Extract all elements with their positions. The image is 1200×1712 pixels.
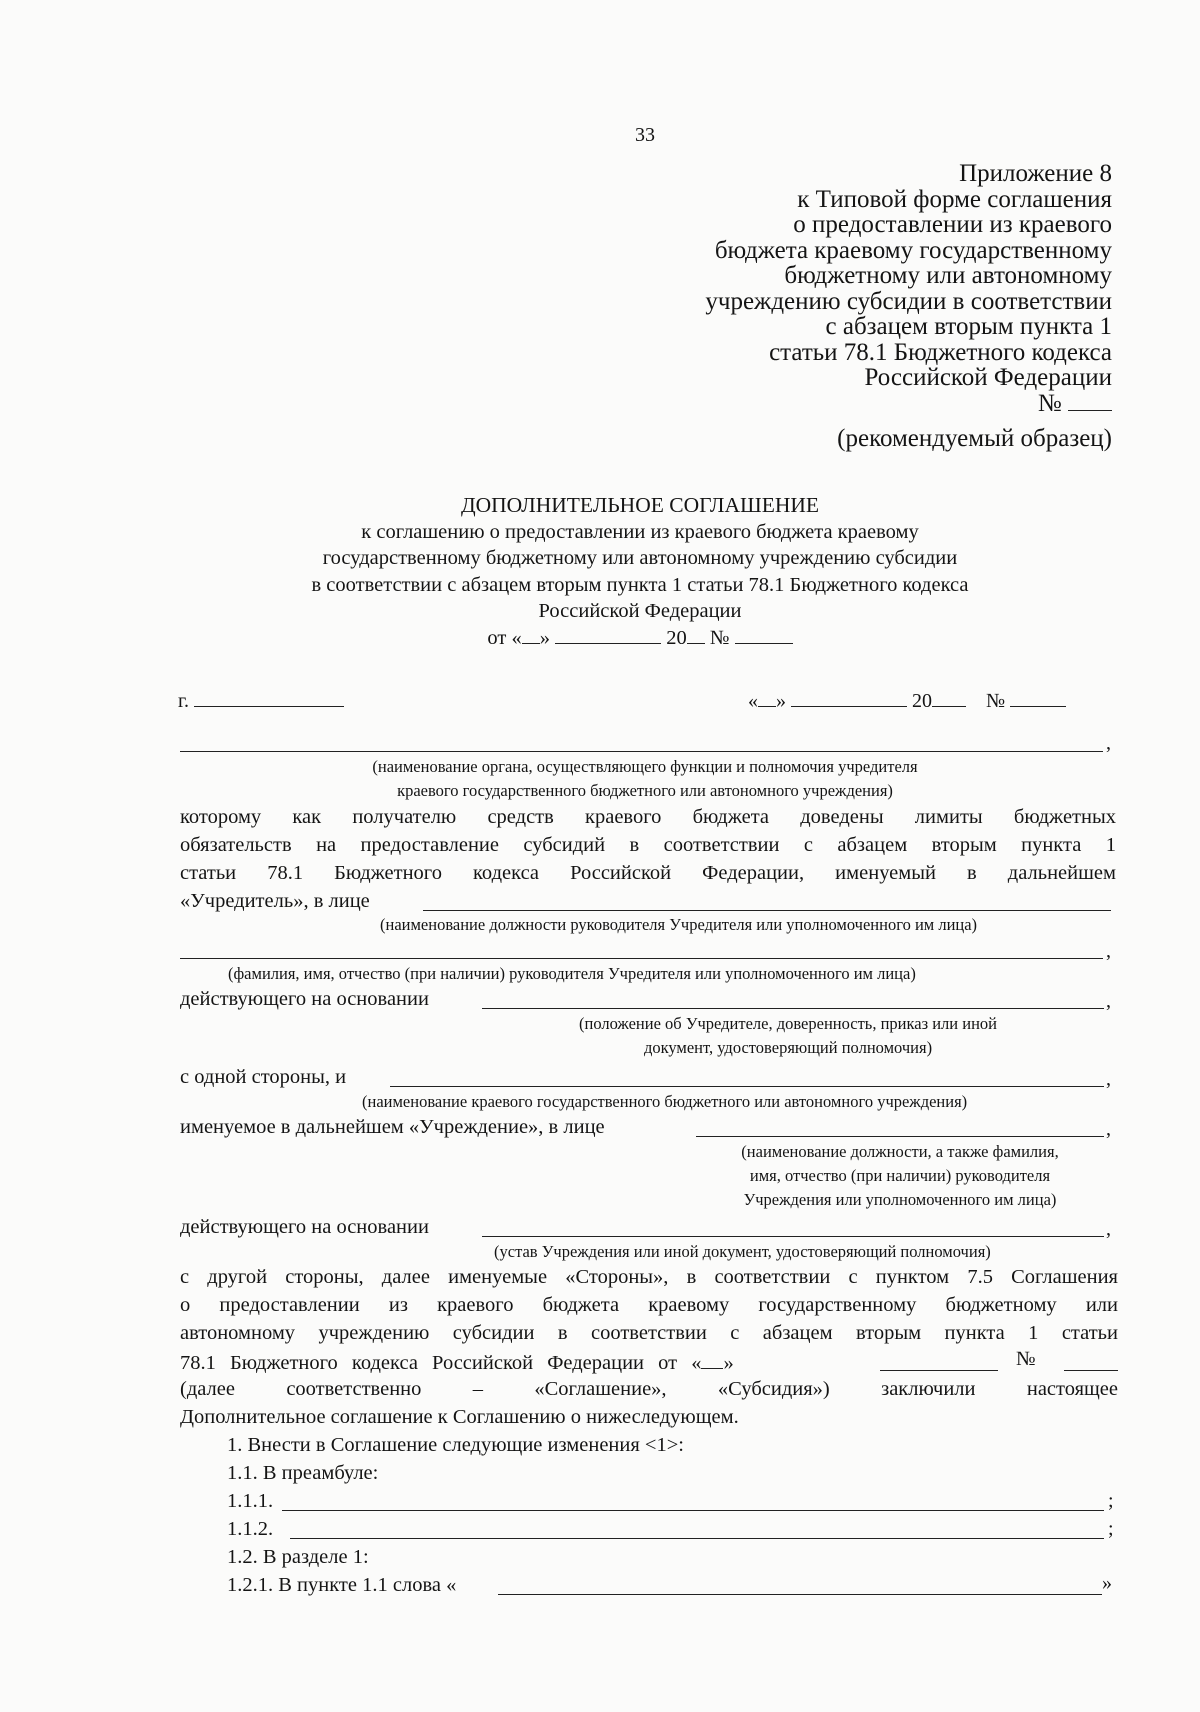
- item-1-1: 1.1. В преамбуле:: [227, 1462, 379, 1484]
- appendix-line: с абзацем вторым пункта 1: [825, 313, 1112, 340]
- page-number: 33: [635, 124, 655, 146]
- appendix-number: №: [705, 391, 1112, 417]
- appendix-header: [705, 161, 1112, 452]
- acting-basis-label: действующего на основании: [180, 988, 429, 1010]
- fio-hint: (фамилия, имя, отчество (при наличии) руководителя Учредителя или уполномоченного им лица): [228, 964, 916, 983]
- title-line: Российской Федерации: [538, 600, 742, 622]
- basis-line: [482, 1008, 1104, 1009]
- semicolon: ;: [1108, 1518, 1114, 1540]
- para1-line: статьи 78.1 Бюджетного кодекса Российской Федерации, именуемый в дальнейшем: [180, 862, 1116, 884]
- agreement-title-block: [160, 492, 1120, 651]
- para2-line: Дополнительное соглашение к Соглашению о нижеследующем.: [180, 1406, 739, 1428]
- institution-position-hint: (наименование должности, а также фамилия, имя, отчество (при наличии) руководителя Учреждения или уполномоченного им лица): [741, 1142, 1059, 1209]
- title-line: государственному бюджетному или автономному учреждению субсидии: [322, 547, 958, 569]
- named-institution-label: именуемое в дальнейшем «Учреждение», в лице: [180, 1116, 605, 1138]
- item-1-1-2: 1.1.2.: [227, 1518, 274, 1540]
- appendix-line: статьи 78.1 Бюджетного кодекса: [769, 338, 1112, 366]
- para2-line: автономному учреждению субсидии в соответствии с абзацем вторым пункта 1 статьи: [180, 1322, 1118, 1344]
- item-1-2-1: 1.2.1. В пункте 1.1 слова «: [227, 1574, 457, 1596]
- item-1-2: 1.2. В разделе 1:: [227, 1546, 369, 1568]
- comma: ,: [1106, 732, 1111, 754]
- basis-hint: (положение об Учредителе, доверенность, приказ или иной документ, удостоверяющий полномочия): [579, 1014, 997, 1057]
- semicolon: ;: [1108, 1490, 1114, 1512]
- appendix-line: о предоставлении из краевого: [793, 211, 1112, 238]
- institution-hint: (наименование краевого государственного бюджетного или автономного учреждения): [362, 1092, 968, 1111]
- para2-line: с другой стороны, далее именуемые «Стороны», в соответствии с пунктом 7.5 Соглашения: [180, 1266, 1118, 1288]
- position-hint: (наименование должности руководителя Учредителя или уполномоченного им лица): [380, 915, 978, 934]
- agreement-number-line: [1064, 1370, 1118, 1371]
- founder-position-line: [423, 910, 1111, 911]
- para1-line: «Учредитель», в лице: [180, 890, 370, 912]
- para1-line: которому как получателю средств краевого бюджета доведены лимиты бюджетных: [180, 806, 1116, 828]
- para2-line: о предоставлении из краевого бюджета краевому государственному бюджетному или: [180, 1294, 1118, 1316]
- comma: ,: [1106, 1118, 1111, 1140]
- city-field: г.: [178, 688, 344, 713]
- founder-name-line: [180, 751, 1103, 752]
- one-side-label: с одной стороны, и: [180, 1066, 347, 1088]
- item-1: 1. Внести в Соглашение следующие изменения <1>:: [227, 1434, 684, 1456]
- founder-hint: (наименование органа, осуществляющего функции и полномочия учредителя краевого государственного бюджетного или автономного учреждения): [372, 757, 918, 800]
- close-quote: »: [1102, 1572, 1112, 1594]
- title-line: в соответствии с абзацем вторым пункта 1 статьи 78.1 Бюджетного кодекса: [311, 573, 969, 596]
- para2-line: 78.1 Бюджетного кодекса Российской Федерации от « »: [180, 1352, 734, 1374]
- title-date-line: от « » 20 №: [160, 625, 1120, 652]
- appendix-line: бюджетному или автономному: [784, 262, 1112, 289]
- item-1-2-1-line: [498, 1594, 1102, 1595]
- institution-position-line: [696, 1136, 1104, 1137]
- appendix-line: Российской Федерации: [864, 364, 1112, 391]
- charter-line: [482, 1236, 1104, 1237]
- institution-name-line: [390, 1086, 1104, 1087]
- comma: ,: [1106, 1218, 1111, 1240]
- item-1-1-2-line: [290, 1538, 1104, 1539]
- para1-line: обязательств на предоставление субсидий в соответствии с абзацем вторым пункта 1: [180, 834, 1116, 856]
- sample-note: (рекомендуемый образец): [837, 425, 1112, 452]
- founder-fio-line: [180, 958, 1103, 959]
- comma: ,: [1106, 990, 1111, 1012]
- comma: ,: [1106, 940, 1111, 962]
- para2-line: (далее соответственно – «Соглашение», «Субсидия») заключили настоящее: [180, 1378, 1118, 1400]
- appendix-line: бюджета краевому государственному: [714, 236, 1112, 264]
- place-date-field: « » 20 №: [748, 688, 1066, 713]
- number-sign: №: [1016, 1348, 1036, 1370]
- item-1-1-1-line: [282, 1510, 1104, 1511]
- item-1-1-1: 1.1.1.: [227, 1490, 274, 1512]
- agreement-heading: ДОПОЛНИТЕЛЬНОЕ СОГЛАШЕНИЕ: [460, 493, 820, 517]
- appendix-line: Приложение 8: [959, 160, 1112, 187]
- comma: ,: [1106, 1068, 1111, 1090]
- appendix-line: учреждению субсидии в соответствии: [705, 287, 1112, 315]
- agreement-date-line: [880, 1370, 998, 1371]
- appendix-line: к Типовой форме соглашения: [797, 185, 1112, 213]
- title-line: к соглашению о предоставлении из краевого бюджета краевому: [361, 520, 919, 543]
- charter-hint: (устав Учреждения или иной документ, удостоверяющий полномочия): [494, 1242, 991, 1261]
- acting-basis-label-2: действующего на основании: [180, 1216, 429, 1238]
